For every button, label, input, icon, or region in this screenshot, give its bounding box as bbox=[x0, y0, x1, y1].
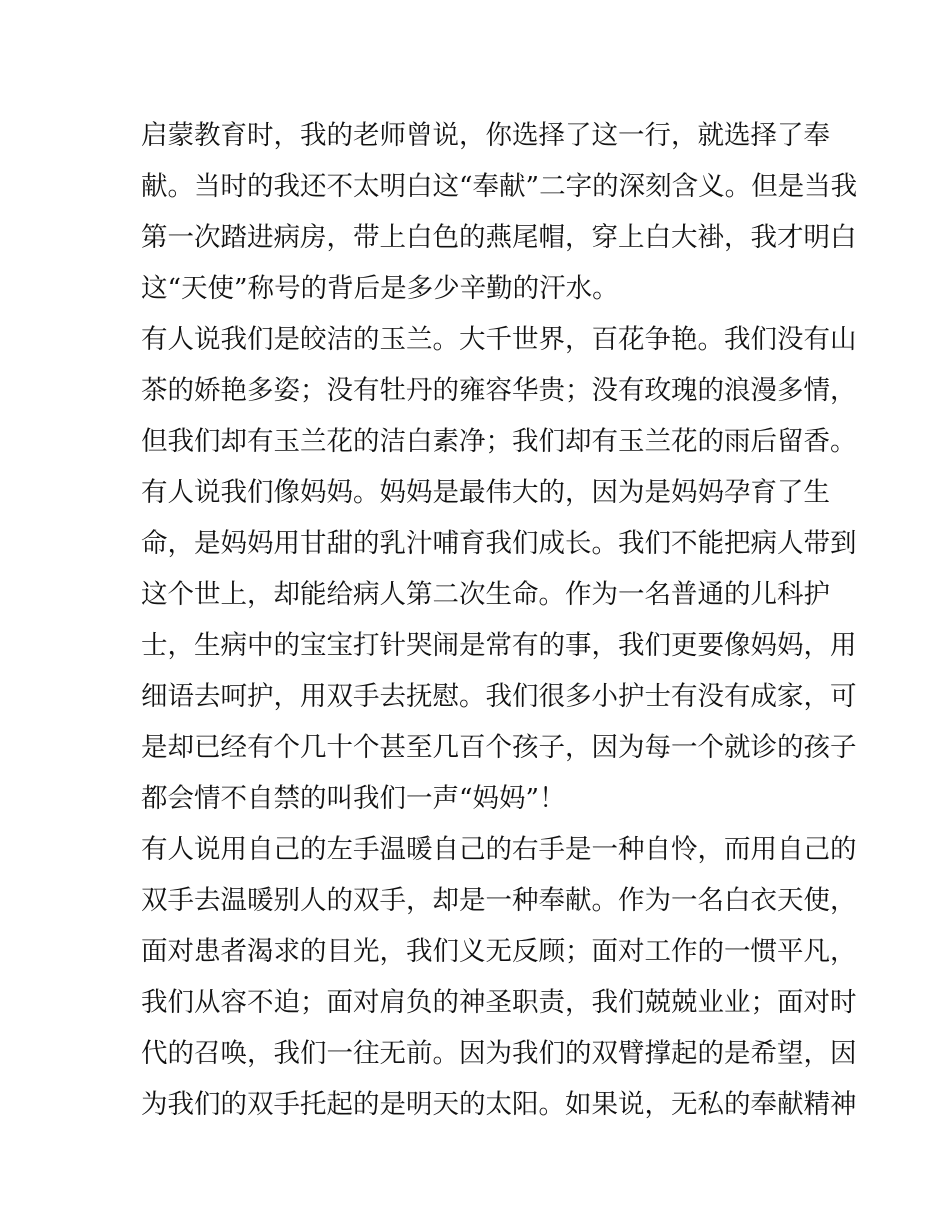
text-line: 命，是妈妈用甘甜的乳汁哺育我们成长。我们不能把病人带到 bbox=[141, 528, 857, 559]
text-line: 有人说用自己的左手温暖自己的右手是一种自怜，而用自己的 bbox=[141, 834, 857, 865]
text-line: 献。当时的我还不太明白这“奉献”二字的深刻含义。但是当我 bbox=[141, 171, 858, 202]
text-line: 我们从容不迫；面对肩负的神圣职责，我们兢兢业业；面对时 bbox=[141, 987, 857, 1018]
text-line: 代的召唤，我们一往无前。因为我们的双臂撑起的是希望，因 bbox=[141, 1038, 857, 1069]
text-line: 都会情不自禁的叫我们一声“妈妈”！ bbox=[141, 783, 566, 814]
text-line: 细语去呵护，用双手去抚慰。我们很多小护士有没有成家，可 bbox=[141, 681, 857, 712]
text-line: 为我们的双手托起的是明天的太阳。如果说，无私的奉献精神 bbox=[141, 1089, 857, 1120]
text-line: 有人说我们是皎洁的玉兰。大千世界，百花争艳。我们没有山 bbox=[141, 324, 857, 355]
text-line: 是却已经有个几十个甚至几百个孩子，因为每一个就诊的孩子 bbox=[141, 732, 857, 763]
body-text bbox=[141, 110, 858, 1130]
text-line: 茶的娇艳多姿；没有牡丹的雍容华贵；没有玫瑰的浪漫多情， bbox=[141, 375, 857, 406]
text-line: 有人说我们像妈妈。妈妈是最伟大的，因为是妈妈孕育了生 bbox=[141, 477, 830, 508]
text-line: 面对患者渴求的目光，我们义无反顾；面对工作的一惯平凡， bbox=[141, 936, 857, 967]
text-line: 第一次踏进病房，带上白色的燕尾帽，穿上白大褂，我才明白 bbox=[141, 222, 857, 253]
text-line: 但我们却有玉兰花的洁白素净；我们却有玉兰花的雨后留香。 bbox=[141, 426, 857, 457]
text-line: 这“天使”称号的背后是多少辛勤的汗水。 bbox=[141, 273, 619, 304]
text-line: 双手去温暖别人的双手，却是一种奉献。作为一名白衣天使， bbox=[141, 885, 857, 916]
text-line: 启蒙教育时，我的老师曾说，你选择了这一行，就选择了奉 bbox=[141, 120, 830, 151]
text-line: 这个世上，却能给病人第二次生命。作为一名普通的儿科护 bbox=[141, 579, 830, 610]
text-line: 士，生病中的宝宝打针哭闹是常有的事，我们更要像妈妈，用 bbox=[141, 630, 857, 661]
